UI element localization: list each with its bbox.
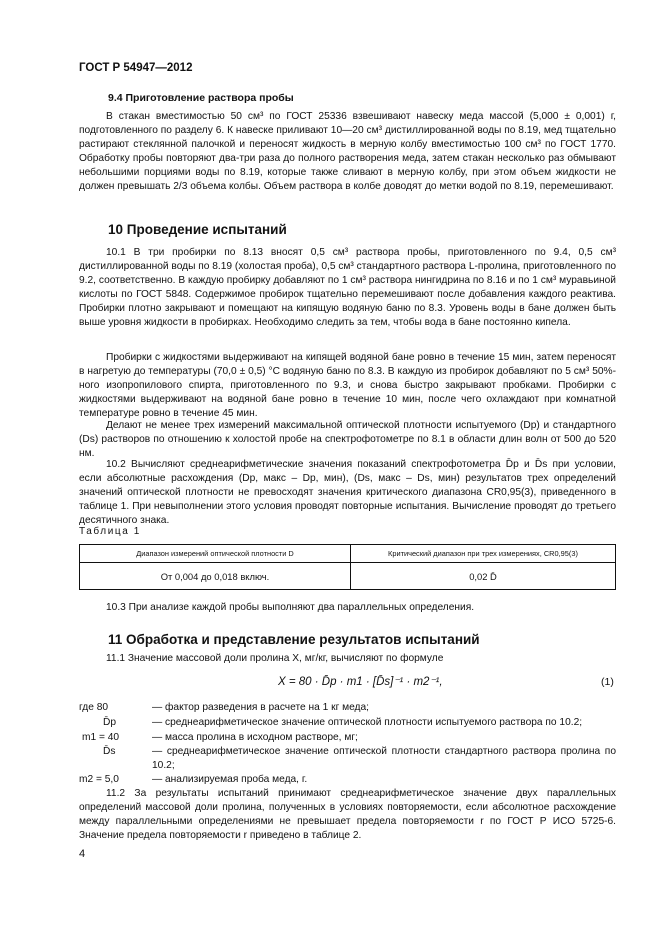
table-row	[80, 563, 616, 590]
section-10-3-text: 10.3 При анализе каждой пробы выполняют два параллельных определения.	[106, 602, 475, 613]
legend-symbol: D̄p	[103, 717, 117, 728]
section-10-1-text: 10.1 В три пробирки по 8.13 вносят 0,5 см³ раствора пробы, приготовленного по 9.4, 0,5 см³ дистиллированной воды по 8.19 (холостая проба), 0,5 см³ стандартного раствора L-пролина, приготовленного по 9.2, соответственно. В каждую пробирку добавляют по 1 см³ раствора нингидрина по 8.16 и по 1 см³ муравьиной кислоты по ГОСТ 5848. Содержимое пробирок тщательно перемешивают после добавления каждого реактива. Пробирки плотно закрывают и помещают на кипящую водяную баню по 8.3. Уровень воды в бане должен быть выше уровня жидкости в пробирках. Необходимо следить за тем, чтобы вода в бане постоянно кипела.	[79, 247, 616, 329]
table-1	[79, 544, 616, 590]
table-1-caption: Таблица 1	[79, 526, 141, 537]
table-cell: 0,02 D̄	[351, 563, 616, 590]
legend-description: — среднеарифметическое значение оптической плотности испытуемого раствора по 10.2;	[152, 717, 583, 728]
section-11-title: 11 Обработка и представление результатов испытаний	[108, 632, 480, 647]
table-header-row	[80, 545, 616, 563]
section-10-1-text-2: Пробирки с жидкостями выдерживают на кипящей водяной бане ровно в течение 15 мин, затем переносят в нагретую до температуры (70,0 ± 0,5) °С водяную баню по 8.3. В каждую из пробирок добавляют по 5 см³ 50%-ного изопропилового спирта, приготовленного по 9.3, и снова быстро закрывают пробками. Пробирки с жидкостями выдерживают на водяной бане ровно в течение 10 мин, после чего охлаждают при комнатной температуре ровно в течение 45 мин.	[79, 352, 616, 420]
table-cell: От 0,004 до 0,018 включ.	[80, 563, 351, 590]
formula-1: X = 80 · D̄p · m1 · [D̄s]⁻¹ · m2⁻¹,	[278, 676, 443, 688]
section-11-2-text: 11.2 За результаты испытаний принимают среднеарифметическое значение двух параллельных определений массовой доли пролина, полученных в условиях повторяемости, если абсолютное расхождение между параллельными определениями не превышает предела повторяемости r по ГОСТ Р ИСО 5725-6. Значение предела повторяемости r приведено в таблице 2.	[79, 788, 616, 842]
section-10-1-text-3: Делают не менее трех измерений максимальной оптической плотности испытуемого (Dp) и стандартного (Ds) растворов по отношению к холостой пробе на спектрофотометре по 8.1 в области длин волн от 500 до 520 нм.	[79, 420, 616, 460]
legend-description: — масса пролина в исходном растворе, мг;	[152, 732, 358, 743]
legend-symbol: где 80	[79, 702, 109, 713]
section-9-4-title: 9.4 Приготовление раствора пробы	[108, 92, 294, 104]
formula-number: (1)	[601, 676, 614, 688]
table-header-cell: Диапазон измерений оптической плотности D	[80, 545, 351, 563]
legend-symbol: D̄s	[103, 746, 116, 757]
page-number: 4	[79, 848, 86, 860]
section-10-2-text: 10.2 Вычисляют среднеарифметические значения показаний спектрофотометра D̄p и D̄s при условии, если абсолютные расхождения (Dp, макс – Dp, мин), (Ds, макс – Ds, мин) результатов трех определений значений оптической плотности не превосходят значения критического диапазона CR0,95(3), приведенного в таблице 1. При невыполнении этого условия проводят повторные испытания. Вычисление проводят до третьего десятичного знака.	[79, 459, 616, 527]
legend-description: — среднеарифметическое значение оптической плотности стандартного раствора пролина по 10.2;	[152, 746, 616, 771]
document-header: ГОСТ Р 54947—2012	[79, 62, 193, 74]
legend-description: — анализируемая проба меда, г.	[152, 774, 308, 785]
section-10-title: 10 Проведение испытаний	[108, 222, 287, 237]
table-header-cell: Критический диапазон при трех измерениях, CR0,95(3)	[351, 545, 616, 563]
legend-symbol: m2 = 5,0	[79, 774, 119, 785]
legend-symbol: m1 = 40	[82, 732, 120, 743]
legend-description: — фактор разведения в расчете на 1 кг меда;	[152, 702, 369, 713]
section-11-1-text: 11.1 Значение массовой доли пролина X, мг/кг, вычисляют по формуле	[106, 653, 444, 664]
section-9-4-text: В стакан вместимостью 50 см³ по ГОСТ 25336 взвешивают навеску меда массой (5,000 ± 0,001) г, подготовленного по разделу 6. К навеске приливают 10—20 см³ дистиллированной воды по 8.19, мед тщательно растирают стеклянной палочкой и переносят жидкость в мерную колбу вместимостью 100 см³ по ГОСТ 1770. Обработку пробы повторяют два-три раза до полного растворения меда, затем стакан несколько раз обмывают небольшими порциями воды по 8.19, которые также сливают в мерную колбу, при этом объем жидкости не должен превышать 2/3 объема колбы. Объем раствора в колбе доводят до метки водой по 8.19, перемешивают.	[79, 111, 616, 193]
